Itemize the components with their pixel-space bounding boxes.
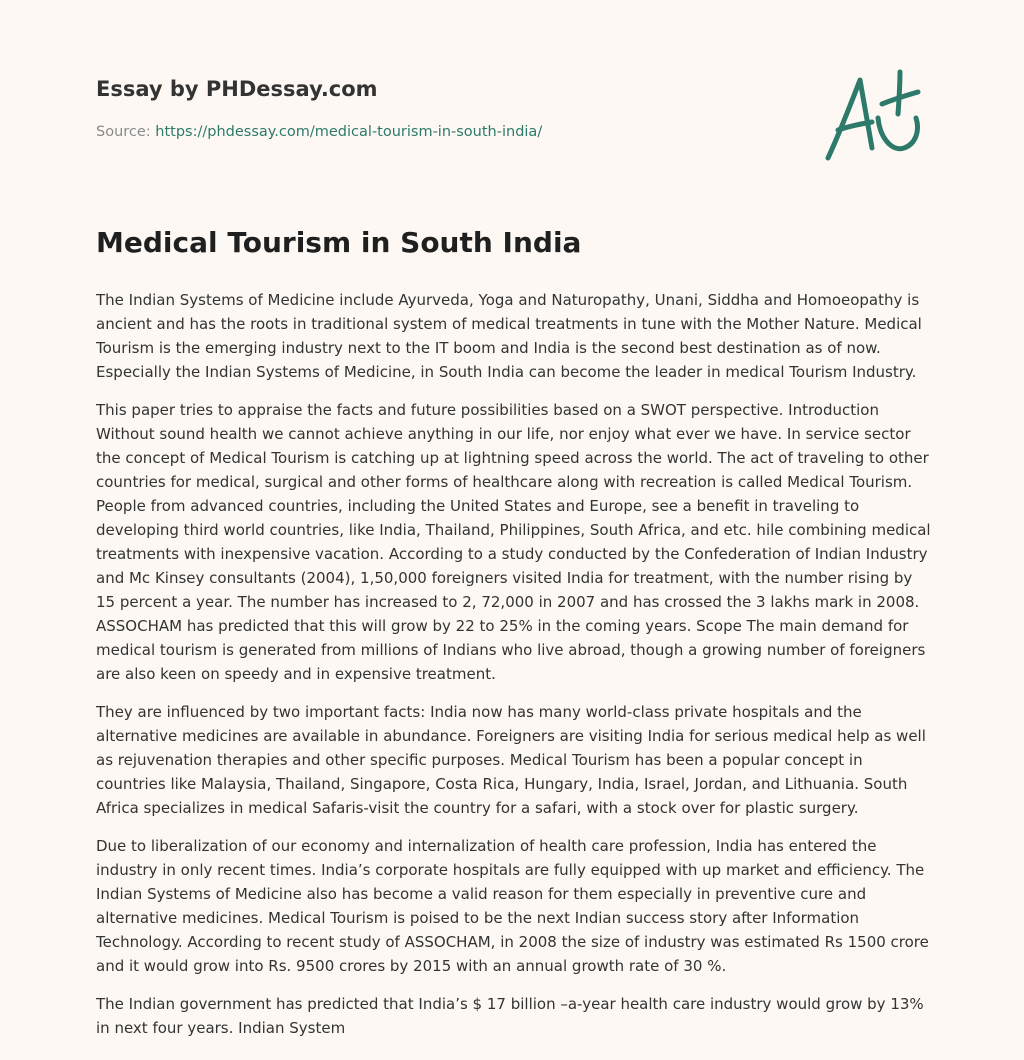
essay-paragraph: The Indian Systems of Medicine include Ayurveda, Yoga and Naturopathy, Unani, Siddha and Homoeopathy is ancient and has the roots in traditional system of medical treatments in tune with the Mother Nature. Medical Tourism is the emerging industry next to the IT boom and India is the second best destination as of now. Especially the Indian Systems of Medicine, in South India can become the leader in medical Tourism Industry.: [96, 291, 922, 381]
essay-paragraph: The Indian government has predicted that India’s $ 17 billion –a-year health care industry would grow by 13% in next four years. Indian System: [96, 995, 924, 1037]
source-label: Source:: [96, 124, 156, 140]
essay-paragraph: This paper tries to appraise the facts and future possibilities based on a SWOT perspective. Introduction Without sound health we cannot achieve anything in our life, nor enjoy what ever we have. In service sector the concept of Medical Tourism is catching up at lightning speed across the world. The act of traveling to other countries for medical, surgical and other forms of healthcare along with recreation is called Medical Tourism. People from advanced countries, including the United States and Europe, see a benefit in traveling to developing third world countries, like India, Thailand, Philippines, South Africa, and etc. hile combining medical treatments with inexpensive vacation. According to a study conducted by the Confederation of Indian Industry and Mc Kinsey consultants (2004), 1,50,000 foreigners visited India for treatment, with the number rising by 15 percent a year. The number has increased to 2, 72,000 in 2007 and has crossed the 3 lakhs mark in 2008. ASSOCHAM has predicted that this will grow by 22 to 25% in the coming years. Scope The main demand for medical tourism is generated from millions of Indians who live abroad, though a growing number of foreigners are also keen on speedy and in expensive treatment.: [96, 401, 931, 683]
site-title: Essay by PHDessay.com: [96, 77, 378, 101]
essay-body: [96, 288, 932, 1054]
source-link[interactable]: https://phdessay.com/medical-tourism-in-south-india/: [155, 124, 543, 140]
source-line: [96, 124, 542, 140]
essay-title: Medical Tourism in South India: [96, 226, 582, 259]
essay-paragraph: Due to liberalization of our economy and internalization of health care profession, India has entered the industry in only recent times. India’s corporate hospitals are fully equipped with up market and efficiency. The Indian Systems of Medicine also has become a valid reason for them especially in preventive cure and alternative medicines. Medical Tourism is poised to be the next Indian success story after Information Technology. According to recent study of ASSOCHAM, in 2008 the size of industry was estimated Rs 1500 crore and it would grow into Rs. 9500 crores by 2015 with an annual growth rate of 30 %.: [96, 837, 929, 975]
a-plus-logo-icon: [824, 68, 924, 164]
essay-paragraph: They are influenced by two important facts: India now has many world-class private hospitals and the alternative medicines are available in abundance. Foreigners are visiting India for serious medical help as well as rejuvenation therapies and other specific purposes. Medical Tourism has been a popular concept in countries like Malaysia, Thailand, Singapore, Costa Rica, Hungary, India, Israel, Jordan, and Lithuania. South Africa specializes in medical Safaris-visit the country for a safari, with a stock over for plastic surgery.: [96, 703, 926, 817]
